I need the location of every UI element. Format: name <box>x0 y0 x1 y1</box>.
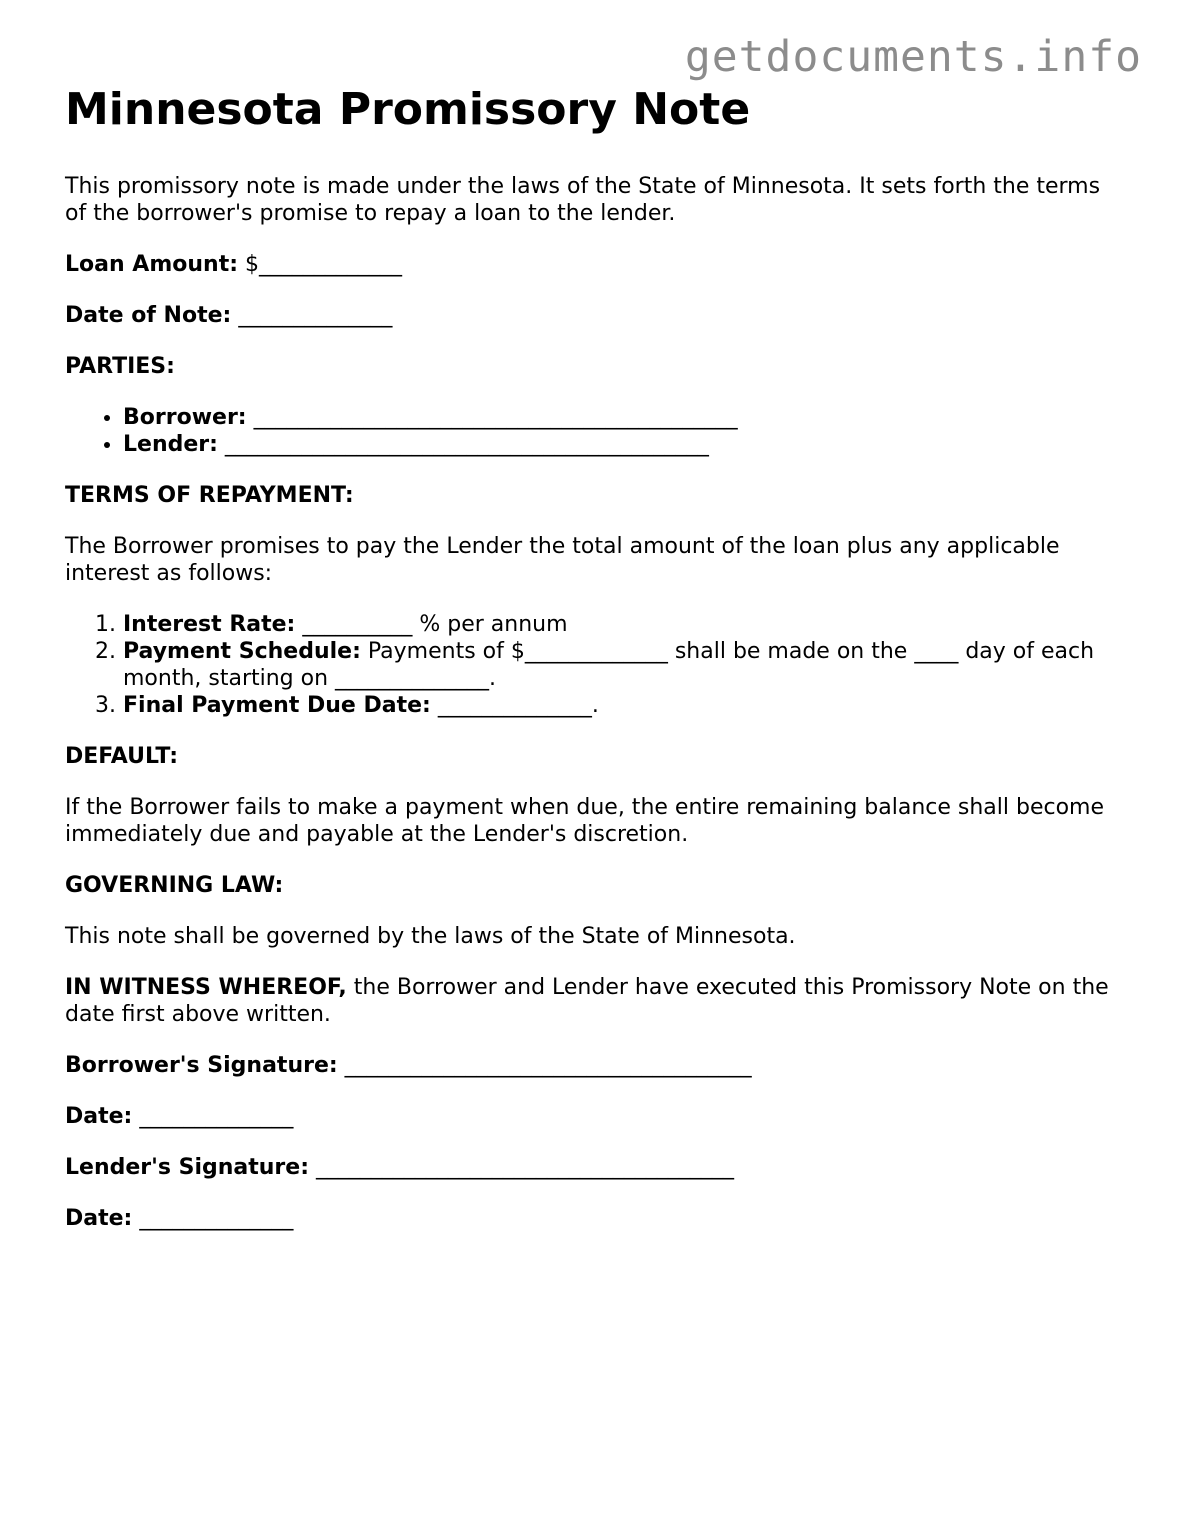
term-interest-rate-text: __________ % per annum <box>302 612 568 637</box>
party-lender-label: Lender: <box>123 432 218 457</box>
term-interest-rate-label: Interest Rate: <box>123 612 296 637</box>
terms-list <box>65 611 1125 719</box>
borrower-signature-line <box>65 1052 1125 1079</box>
term-interest-rate <box>123 611 1125 638</box>
date-of-note-line <box>65 302 1125 329</box>
party-borrower-label: Borrower: <box>123 405 247 430</box>
governing-law-heading: GOVERNING LAW: <box>65 873 284 898</box>
terms-paragraph: The Borrower promises to pay the Lender the total amount of the loan plus any applicable interest as follows: <box>65 534 1060 586</box>
loan-amount-label: Loan Amount: <box>65 252 239 277</box>
date-of-note-label: Date of Note: <box>65 303 232 328</box>
borrower-signature-label: Borrower's Signature: <box>65 1053 338 1078</box>
witness-text: the Borrower and Lender have executed this Promissory Note on the date first above written. <box>65 975 1109 1027</box>
party-borrower <box>123 404 1125 431</box>
borrower-date-line <box>65 1103 1125 1130</box>
lender-signature-blank: ______________________________________ <box>316 1155 734 1180</box>
page-title: Minnesota Promissory Note <box>65 84 751 135</box>
governing-law-paragraph: This note shall be governed by the laws of the State of Minnesota. <box>65 924 796 949</box>
lender-date-line <box>65 1205 1125 1232</box>
term-payment-schedule-text: Payments of $_____________ shall be made on the ____ day of each month, starting on ______________. <box>123 639 1095 691</box>
term-payment-schedule <box>123 638 1125 692</box>
default-heading: DEFAULT: <box>65 744 178 769</box>
date-of-note-blank: ______________ <box>238 303 393 328</box>
party-borrower-blank: ____________________________________________ <box>253 405 738 430</box>
term-final-payment-label: Final Payment Due Date: <box>123 693 431 718</box>
borrower-date-blank: ______________ <box>139 1104 294 1129</box>
document-body <box>65 84 1125 1256</box>
watermark-text: getdocuments.info <box>684 32 1142 82</box>
lender-date-label: Date: <box>65 1206 133 1231</box>
parties-list <box>65 404 1125 458</box>
term-final-payment <box>123 692 1125 719</box>
lender-date-blank: ______________ <box>139 1206 294 1231</box>
borrower-signature-blank: _____________________________________ <box>344 1053 752 1078</box>
lender-signature-line <box>65 1154 1125 1181</box>
borrower-date-label: Date: <box>65 1104 133 1129</box>
party-lender <box>123 431 1125 458</box>
parties-heading: PARTIES: <box>65 354 175 379</box>
loan-amount-line <box>65 251 1125 278</box>
party-lender-blank: ____________________________________________ <box>224 432 709 457</box>
terms-heading: TERMS OF REPAYMENT: <box>65 483 354 508</box>
default-paragraph: If the Borrower fails to make a payment when due, the entire remaining balance shall become immediately due and payable at the Lender's discretion. <box>65 795 1105 847</box>
lender-signature-label: Lender's Signature: <box>65 1155 309 1180</box>
term-final-payment-text: ______________. <box>437 693 599 718</box>
intro-paragraph: This promissory note is made under the laws of the State of Minnesota. It sets forth the terms of the borrower's promise to repay a loan to the lender. <box>65 174 1101 226</box>
term-payment-schedule-label: Payment Schedule: <box>123 639 361 664</box>
loan-amount-blank: $_____________ <box>245 252 403 277</box>
witness-paragraph <box>65 974 1125 1028</box>
witness-lead: IN WITNESS WHEREOF, <box>65 975 347 1000</box>
